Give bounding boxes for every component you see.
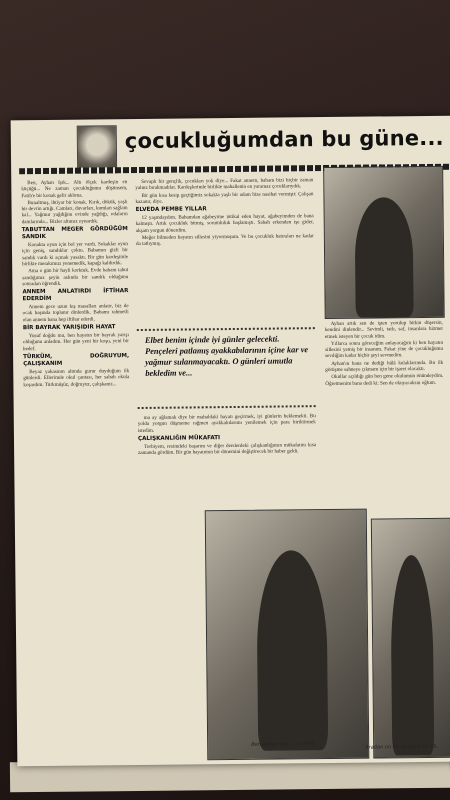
article-title: çocukluğumdan bu güne... — [124, 125, 444, 154]
body-paragraph: Yusuf doğdu mu, ben hayatın bir bayrak yarışı olduğunu anladım. Her gün yeni bir koşu, yeni bir hedef. — [22, 332, 129, 352]
magazine-page — [11, 116, 450, 767]
intro-paragraph: Ben, Ayhan Işık... Altı ölçek kardeşin en küçüğü... Ne zaman çocukluğumu düşünsem, Fatih'e bir konak gelir aklıma. — [21, 179, 128, 199]
body-paragraph: Okullar açıldığı gün ben gene okulumun önündeydim. Öğretmenim bana dedi ki: Sen de okuyacaksın oğlum. — [325, 373, 444, 387]
subheading-turkum: TÜRKÜM, DOĞRUYUM, ÇALIŞKANIM — [23, 353, 130, 368]
subheading-annem: ANNEM ANLATIRDI İFTİHAR EDERDİM — [22, 288, 129, 303]
body-paragraph: Meğer bilmeden hayatın sillesini yiyormuşum. Ve bu çocukluk hatıraları ne kadar da tatlıymış. — [135, 233, 314, 248]
childhood-photo — [205, 509, 370, 761]
body-paragraph: Ayhan artık sen de işten yorulup bitkin düşersin, kendini dinlendir... Sevimli, tatlı, saf, insanlara hizmet etmek isteyen bir çocuk idim. — [324, 319, 443, 340]
body-paragraph: Konakta oyun için bol yer vardı. Sokaklar oyun için geniş, sandıklar çoktu. Babamın gizli bir sandık vardı ki açmak yasaktı. Bir gün kardeşimle birlikte merakımızı yenemedik, kapağı kaldırdık. — [21, 241, 129, 268]
body-paragraph: Yıllarca sonra göreceğim anlayacağım ki ben hayatın sillesini yemiş bir insanım. Fakat yine de çocukluğumu sevdiğim kadar hiçbir şeyi sevmedim. — [325, 339, 444, 360]
body-paragraph: Torbiyem, resimdeki başarım ve diğer derslerdeki çalışkanlığımın mükafatını kısa zamanda gördüm. Bir gün hayatımın bir dönemini değiştirecek bir haber geldi. — [138, 442, 317, 457]
body-paragraph: 12 yaşındaydım. Babamdan ağabeyime intikal eden hayat, ağabeyimden de bana kalmıştı. Artık çocukluk bitmiş, sorumluluk başlamıştı. Sabah erkenden işe gider, akşam yorgun dönerdim. — [135, 213, 314, 234]
body-paragraph: Sevaplı bir gençlik, çocukları yok diye... Fakat annem, babam bizi hiçbir zaman yalnız bırakmadılar. Kardeşlerimle birlikte mahallenin en yaramaz çocuklarıydık. — [135, 177, 314, 192]
subheading-caliskanlik: ÇALIŞKANLIĞIN MÜKAFATI — [137, 435, 221, 442]
column-1 — [21, 179, 129, 389]
young-adult-photo-caption: Aradan on bir yıl geçti ve 19.. — [365, 743, 440, 751]
column-2 — [135, 177, 314, 249]
person-silhouette — [354, 197, 413, 318]
column-3 — [325, 320, 444, 388]
child-silhouette — [256, 550, 328, 751]
subheading-elveda: ELVEDA PEMBE YILLAR — [135, 206, 207, 214]
subheading-tabuttan: TABUTTAN MEGER GÖRDÜĞÜM SANDIK — [21, 226, 128, 241]
young-man-silhouette — [390, 555, 434, 755]
body-paragraph: Ayhan'ın bana ne dediği hâlâ kulaklarımda. Bu ilk görüşme sahneye çıkmam için bir işaret olacaktı. — [325, 359, 444, 374]
pull-quote — [137, 327, 316, 409]
portrait-photo-adult — [323, 166, 445, 319]
body-paragraph: Annem gece uzun kış masalları anlatır, biz de ocak başında toplanır dinlerdik. Babamı rahmetli olan annem bana hep iftihar ederdi. — [22, 303, 129, 323]
body-paragraph: Beyaz yakasının altında gurur duyduğum ilk günlerdi. Ellerimde okul çantası, her sabah okula koşardım. Türkmüşüz, doğruyuz, çalışkanız... — [23, 368, 130, 388]
intro-paragraph-2: Bunaltmış, ihtiyar bir konak. Kırık, dökük, yaşlı bir devrin artığı. Camları, duvarları, kumları sağlam kal... Yağmur yağdığını evinde yağdığı, odaların damlarında... Bizler altımız oynardık. — [21, 198, 128, 225]
column-2-lower — [138, 413, 316, 457]
body-paragraph: Ama o gün bir hayli korktuk. Evde babam tabut sandığımız şeyin aslında bir sandık olduğunu sonradan öğrendik. — [22, 267, 129, 288]
body-paragraph: Bir gün kısa kesip geçtiğimiz sokakta yaşlı bir adam bize nasihat vermişti: Çalışan kazanır, diye. — [135, 190, 314, 205]
pull-quote-text: Elbet benim içinde iyi günler gelecekti. Pençeleri patlamış ayakkabılarının içine kar ve yağmur sulanmayacaktı. O günleri umutla bekledim ve... — [144, 334, 309, 378]
childhood-photo-caption: Ben Ayhan Işık... Yıl 1936 — [251, 741, 315, 748]
subheading-bayrak: BİR BAYRAK YARIŞIDIR HAYAT — [22, 324, 116, 332]
young-adult-photo — [371, 518, 450, 759]
body-paragraph: ma ay ağlamak diye bir mahaldaki hayatı geçirmek, iyi günlerin beklemekti. Bu yolda yorgun düşmeme rağmen ayakkabılarımı yenilemek için para biriktirmek istedim. — [137, 413, 316, 434]
